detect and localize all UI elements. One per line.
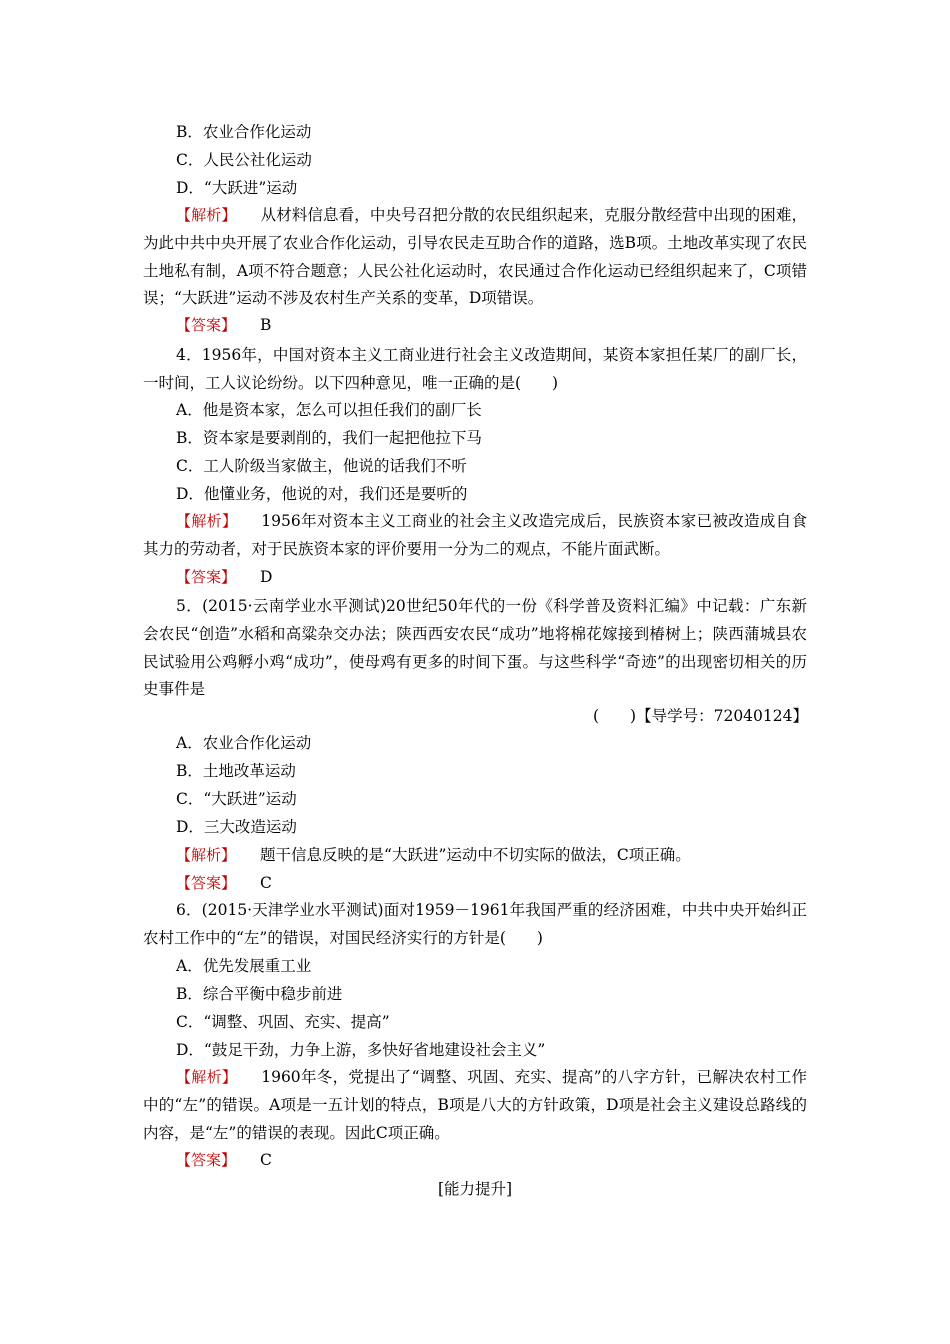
q6-analysis-text: 1960年冬，党提出了“调整、巩固、充实、提高”的八字方针，已解决农村工作中的“左”的错误。A项是一五计划的特点，B项是八大的方针政策，D项是社会主义建设总路线的内容，是“左”的错误的表现。因此C项正确。 bbox=[143, 1068, 807, 1142]
q6-answer bbox=[176, 1149, 272, 1171]
analysis-tag: 【解析】 bbox=[176, 512, 238, 530]
q4-option-a: A．他是资本家，怎么可以担任我们的副厂长 bbox=[176, 401, 482, 419]
q3-option-c: C．人民公社化运动 bbox=[176, 151, 312, 169]
q6-answer-value: C bbox=[260, 1151, 272, 1169]
analysis-tag: 【解析】 bbox=[176, 846, 237, 864]
q5-stem: 5．(2015·云南学业水平测试)20世纪50年代的一份《科学普及资料汇编》中记载：广东新会农民“创造”水稻和高粱杂交办法；陕西西安农民“成功”地将棉花嫁接到椿树上；陕西蒲城县农民试验用公鸡孵小鸡“成功”，使母鸡有更多的时间下蛋。与这些科学“奇迹”的出现密切相关的历史事件是 bbox=[143, 597, 807, 699]
analysis-tag: 【解析】 bbox=[176, 206, 237, 224]
q6-option-a: A．优先发展重工业 bbox=[176, 957, 312, 975]
q5-answer-value: C bbox=[260, 874, 272, 892]
q4-analysis-text: 1956年对资本主义工商业的社会主义改造完成后，民族资本家已被改造成自食其力的劳动者，对于民族资本家的评价要用一分为二的观点，不能片面武断。 bbox=[143, 512, 807, 558]
q6-stem: 6．(2015·天津学业水平测试)面对1959－1961年我国严重的经济困难，中共中央开始纠正农村工作中的“左”的错误，对国民经济实行的方针是( ) bbox=[143, 901, 807, 947]
answer-tag: 【答案】 bbox=[176, 874, 237, 892]
q6-option-d: D．“鼓足干劲，力争上游，多快好省地建设社会主义” bbox=[176, 1041, 546, 1059]
analysis-tag: 【解析】 bbox=[176, 1068, 238, 1086]
q5-option-a: A．农业合作化运动 bbox=[176, 734, 312, 752]
q3-analysis bbox=[143, 202, 807, 313]
q4-stem: 4．1956年，中国对资本主义工商业进行社会主义改造期间，某资本家担任某厂的副厂长，一时间，工人议论纷纷。以下四种意见，唯一正确的是( ) bbox=[143, 346, 807, 392]
answer-tag: 【答案】 bbox=[176, 1151, 237, 1169]
q4-answer-value: D bbox=[260, 568, 273, 586]
q5-option-b: B．土地改革运动 bbox=[176, 762, 296, 780]
q5-answer bbox=[176, 872, 272, 894]
q6-option-c: C．“调整、巩固、充实、提高” bbox=[176, 1013, 390, 1031]
q3-analysis-text: 从材料信息看，中央号召把分散的农民组织起来，克服分散经营中出现的困难，为此中共中央开展了农业合作化运动，引导农民走互助合作的道路，选B项。土地改革实现了农民土地私有制，A项不符合题意；人民公社化运动时，农民通过合作化运动已经组织起来了，C项错误；“大跃进”运动不涉及农村生产关系的变革，D项错误。 bbox=[143, 206, 807, 308]
q4-option-d: D．他懂业务，他说的对，我们还是要听的 bbox=[176, 485, 468, 503]
q6-option-b: B．综合平衡中稳步前进 bbox=[176, 985, 343, 1003]
q4-answer bbox=[176, 566, 272, 588]
q4-analysis bbox=[143, 508, 807, 564]
q5-analysis bbox=[176, 844, 691, 866]
q5-analysis-text: 题干信息反映的是“大跃进”运动中不切实际的做法，C项正确。 bbox=[260, 846, 691, 864]
q4-option-b: B．资本家是要剥削的，我们一起把他拉下马 bbox=[176, 429, 482, 447]
section-heading: [能力提升] bbox=[437, 1180, 513, 1198]
q3-option-b: B．农业合作化运动 bbox=[176, 123, 312, 141]
q5-option-d: D．三大改造运动 bbox=[176, 818, 297, 836]
q3-answer bbox=[176, 314, 271, 336]
q4-option-c: C．工人阶级当家做主，他说的话我们不听 bbox=[176, 457, 467, 475]
q5-guide-number: ( )【导学号：72040124】 bbox=[593, 707, 808, 725]
q3-option-d: D．“大跃进”运动 bbox=[176, 179, 298, 197]
q3-answer-value: B bbox=[260, 316, 272, 334]
answer-tag: 【答案】 bbox=[176, 568, 237, 586]
q5-option-c: C．“大跃进”运动 bbox=[176, 790, 297, 808]
answer-tag: 【答案】 bbox=[176, 316, 237, 334]
q6-analysis bbox=[143, 1064, 807, 1147]
